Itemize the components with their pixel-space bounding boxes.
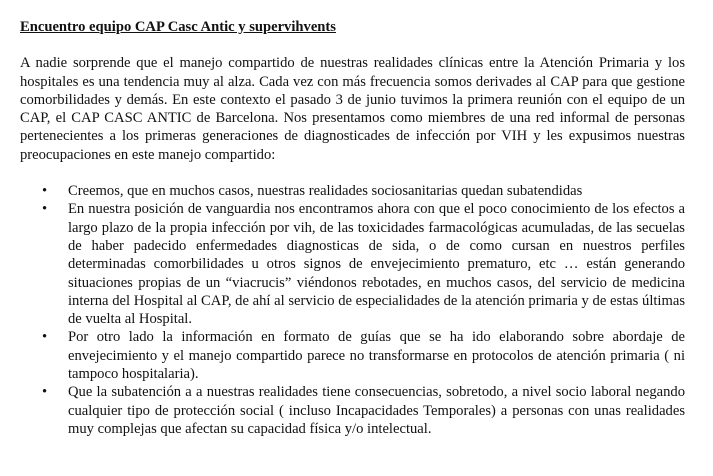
bullet-icon: • bbox=[42, 384, 48, 401]
bullet-icon: • bbox=[42, 329, 48, 346]
list-item bbox=[20, 182, 685, 200]
list-item-text: Por otro lado la información en formato de guías que se ha ido elaborando sobre abordaje de envejecimiento y el manejo compartido parece no transformarse en protocolos de atención primaria ( ni tampoco hospitalaria). bbox=[68, 329, 685, 383]
list-item-text: Creemos, que en muchos casos, nuestras realidades sociosanitarias quedan subatendidas bbox=[68, 183, 583, 200]
list-item bbox=[20, 383, 685, 438]
list-item-text: Que la subatención a a nuestras realidades tiene consecuencias, sobretodo, a nivel socio laboral negando cualquier tipo de protección social ( incluso Incapacidades Temporales) a personas con unas realidades muy complejas que afectan su capacidad física y/o intelectual. bbox=[68, 384, 685, 437]
list-item-text: En nuestra posición de vanguardia nos encontramos ahora con que el poco conocimiento de los efectos a largo plazo de la propia infección por vih, de las toxicidades farmacológicas acumuladas, de las secuelas de haber padecido enfermedades diagnosticas de sida, o de como cursan en nuestros perfiles determinadas comorbilidades u otros signos de envejecimiento prematuro, etc … están generando situaciones propias de un “viacrucis” viéndonos rebotades, en muchos casos, del servicio de medicina interna del Hospital al CAP, de ahí al servicio de especialidades de la atención primaria y de estas últimas de vuelta al Hospital. bbox=[68, 201, 685, 328]
document-title: Encuentro equipo CAP Casc Antic y supervihvents bbox=[20, 19, 336, 35]
document-page bbox=[20, 18, 685, 438]
list-item bbox=[20, 200, 685, 328]
bullet-icon: • bbox=[42, 201, 48, 218]
list-item bbox=[20, 328, 685, 383]
concerns-list bbox=[20, 182, 685, 438]
intro-paragraph: A nadie sorprende que el manejo compartido de nuestras realidades clínicas entre la Atención Primaria y los hospitales es una tendencia muy al alza. Cada vez con más frecuencia somos derivades al CAP para que gestione comorbilidades y demás. En este contexto el pasado 3 de junio tuvimos la primera reunión con el equipo de un CAP, el CAP CASC ANTIC de Barcelona. Nos presentamos como miembres de una red informal de personas pertenecientes a los primeras generaciones de diagnosticades de infección por VIH y les expusimos nuestras preocupaciones en este manejo compartido: bbox=[20, 55, 685, 163]
bullet-icon: • bbox=[42, 183, 48, 200]
